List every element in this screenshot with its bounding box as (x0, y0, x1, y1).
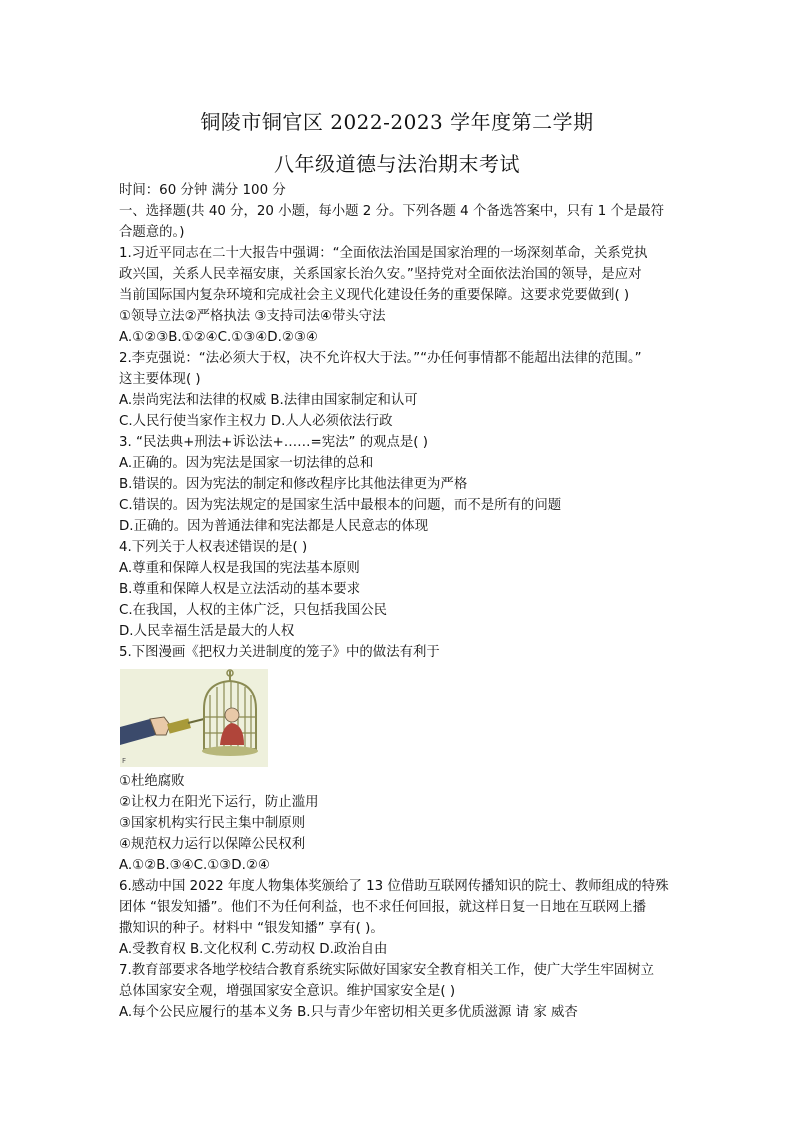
q6-stem-line2: 团体 “银发知播”。他们不为任何利益，也不求任何回报，就这样日复一日地在互联网上播 (119, 900, 646, 915)
q3-stem: 3. “民法典+刑法+诉讼法+……=宪法” 的观点是( ) (119, 435, 428, 450)
q1-options: A.①②③B.①②④C.①③④D.②③④ (119, 330, 318, 345)
exam-title-line2: 八年级道德与法治期末考试 (274, 152, 520, 176)
time-score-info: 时间：60 分钟 满分 100 分 (119, 183, 286, 198)
q7-stem-line1: 7.教育部要求各地学校结合教育系统实际做好国家安全教育相关工作，使广大学生牢固树立 (119, 963, 655, 978)
svg-text:F: F (122, 757, 127, 765)
q4-option-b: B.尊重和保障人权是立法活动的基本要求 (119, 582, 361, 597)
power-cage-cartoon (120, 669, 268, 767)
q4-option-d: D.人民幸福生活是最大的人权 (119, 624, 295, 639)
q1-stem-line3: 当前国际国内复杂环境和完成社会主义现代化建设任务的重要保障。这要求党要做到( ) (119, 288, 630, 303)
q2-options-ab: A.崇尚宪法和法律的权威 B.法律由国家制定和认可 (119, 393, 418, 408)
q1-statements: ①领导立法②严格执法 ③支持司法④带头守法 (119, 309, 386, 324)
q4-stem: 4.下列关于人权表述错误的是( ) (119, 540, 308, 555)
q5-options: A.①②B.③④C.①③D.②④ (119, 858, 270, 873)
q3-option-d: D.正确的。因为普通法律和宪法都是人民意志的体现 (119, 519, 429, 534)
q3-option-b: B.错误的。因为宪法的制定和修改程序比其他法律更为严格 (119, 477, 468, 492)
q7-options: A.每个公民应履行的基本义务 B.只与青少年密切相关更多优质滋源 请 家 威杏 (119, 1005, 578, 1020)
q6-options: A.受教育权 B.文化权利 C.劳动权 D.政治自由 (119, 942, 388, 957)
exam-content (119, 180, 679, 1023)
q2-stem-line1: 2.李克强说：“法必须大于权，决不允许权大于法。”“办任何事情都不能超出法律的范围。” (119, 351, 642, 366)
cage-illustration (120, 669, 268, 767)
q2-options-cd: C.人民行使当家作主权力 D.人人必须依法行政 (119, 414, 393, 429)
section-instructions-line2: 合题意的。) (119, 225, 185, 240)
q5-statement-4: ④规范权力运行以保障公民权利 (119, 837, 306, 852)
q6-stem-line3: 撒知识的种子。材料中 “银发知播” 享有( )。 (119, 921, 384, 936)
q5-statement-3: ③国家机构实行民主集中制原则 (119, 816, 306, 831)
q7-stem-line2: 总体国家安全观，增强国家安全意识。维护国家安全是( ) (119, 984, 456, 999)
q5-stem: 5.下图漫画《把权力关进制度的笼子》中的做法有利于 (119, 645, 440, 660)
q2-stem-line2: 这主要体现( ) (119, 372, 201, 387)
q1-stem-line2: 政兴国，关系人民幸福安康，关系国家长治久安。”坚持党对全面依法治国的领导，是应对 (119, 267, 642, 282)
q6-stem-line1: 6.感动中国 2022 年度人物集体奖颁给了 13 位借助互联网传播知识的院士、教师组成的特殊 (119, 879, 669, 894)
section-instructions-line1: 一、选择题(共 40 分，20 小题，每小题 2 分。下列各题 4 个备选答案中，只有 1 个是最符 (119, 204, 665, 219)
q4-option-c: C.在我国，人权的主体广泛，只包括我国公民 (119, 603, 388, 618)
exam-title-line1: 铜陵市铜官区 2022-2023 学年度第二学期 (200, 110, 594, 134)
q5-statement-1: ①杜绝腐败 (119, 774, 185, 789)
q3-option-a: A.正确的。因为宪法是国家一切法律的总和 (119, 456, 374, 471)
q5-statement-2: ②让权力在阳光下运行，防止滥用 (119, 795, 319, 810)
q1-stem-line1: 1.习近平同志在二十大报告中强调：“全面依法治国是国家治理的一场深刻革命，关系党执 (119, 246, 648, 261)
q3-option-c: C.错误的。因为宪法规定的是国家生活中最根本的问题，而不是所有的问题 (119, 498, 562, 513)
q4-option-a: A.尊重和保障人权是我国的宪法基本原则 (119, 561, 360, 576)
